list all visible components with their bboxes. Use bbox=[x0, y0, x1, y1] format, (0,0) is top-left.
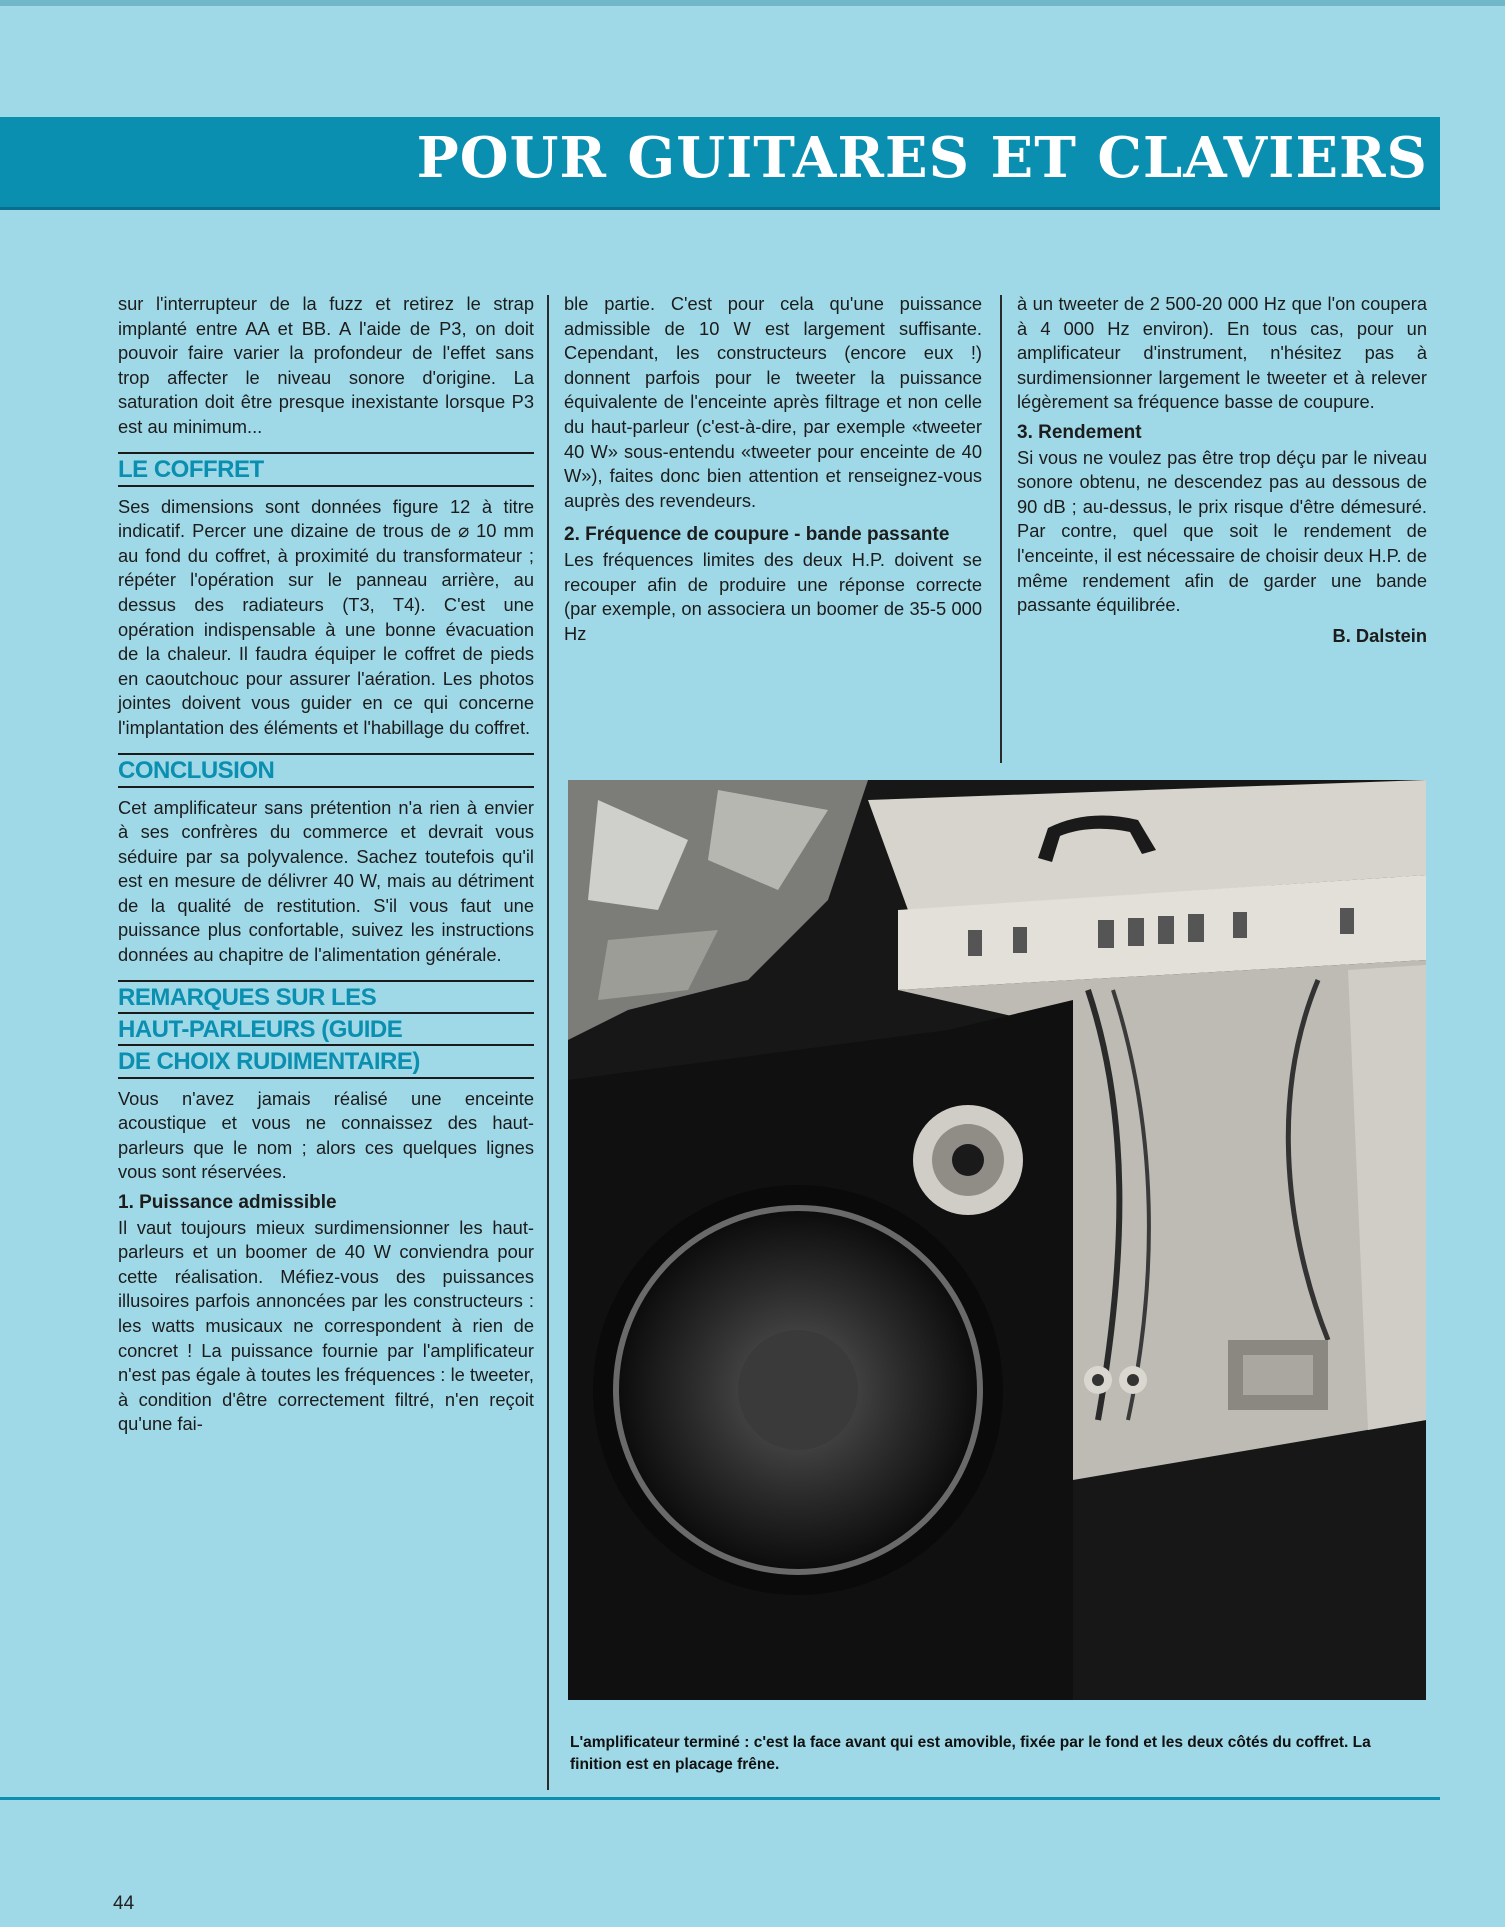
top-rule bbox=[0, 0, 1505, 6]
heading-line: CONCLUSION bbox=[118, 753, 534, 788]
page-number: 44 bbox=[113, 1893, 135, 1914]
section-heading-coffret bbox=[118, 452, 534, 487]
column-divider bbox=[547, 295, 549, 1790]
coffret-paragraph: Ses dimensions sont données figure 12 à titre indicatif. Percer une dizaine de trous de ⌀ 10 mm au fond du coffret, à proximité du transformateur ; répéter l'opération sur le panneau arrière, au dessus des radiateurs (T3, T4). C'est une opération indispensable à une bonne évacuation de la chaleur. Il faudra équiper le coffret de pieds en caoutchouc pour assurer l'aération. Les photos jointes doivent vous guider en ce qui concerne l'implantation des éléments et l'habillage du coffret. bbox=[118, 495, 534, 738]
section-heading-conclusion bbox=[118, 753, 534, 788]
heading-line: HAUT-PARLEURS (GUIDE bbox=[118, 1012, 534, 1044]
intro-paragraph: sur l'interrupteur de la fuzz et retirez le strap implanté entre AA et BB. A l'aide de P3, on doit pouvoir faire varier la profondeur de l'effet sans trop affecter le niveau sonore d'origine. La saturation doit être presque inexistante lorsque P3 est au minimum... bbox=[118, 293, 534, 437]
column2-paragraph-a: ble partie. C'est pour cela qu'une puissance admissible de 10 W est largement suffisante. Cependant, les constructeurs (encore eux !) donnent parfois pour le tweeter la puissance équivalente de l'enceinte après filtrage et non celle du haut-parleur (c'est-à-dire, par exemple «tweeter 40 W» sous-entendu «tweeter pour enceinte de 40 W»), faites donc bien attention et renseignez-vous auprès des revendeurs. bbox=[564, 293, 982, 511]
remarques-paragraph: Vous n'avez jamais réalisé une enceinte acoustique et vous ne connaissez des haut-parleurs que le nom ; alors ces quelques lignes vous sont réservées. bbox=[118, 1087, 534, 1183]
bottom-rule bbox=[0, 1797, 1440, 1800]
column-2 bbox=[564, 292, 982, 646]
subheading-frequence: 2. Fréquence de coupure - bande passante bbox=[564, 524, 950, 546]
column3-paragraph-b: Si vous ne voulez pas être trop déçu par le niveau sonore obtenu, ne descendez pas au dessous de 90 dB ; au-dessus, le prix risque d'être démesuré. Par contre, quel que soit le rendement de l'enceinte, il est nécessaire de choisir deux H.P. de même rendement afin de garder une bande passante équilibrée. bbox=[1017, 446, 1427, 616]
photo-caption: L'amplificateur terminé : c'est la face avant qui est amovible, fixée par le fond et les deux côtés du coffret. La finition est en placage frêne. bbox=[570, 1734, 1371, 1773]
transformer-core bbox=[1243, 1355, 1313, 1395]
amplifier-photo-illustration bbox=[568, 780, 1426, 1700]
column-divider bbox=[1000, 295, 1002, 763]
tweeter-dome bbox=[952, 1144, 984, 1176]
heading-line: DE CHOIX RUDIMENTAIRE) bbox=[118, 1044, 534, 1079]
amplifier-photo bbox=[568, 780, 1426, 1700]
subheading-puissance: 1. Puissance admissible bbox=[118, 1192, 337, 1214]
puissance-paragraph: Il vaut toujours mieux surdimensionner les haut-parleurs et un boomer de 40 W conviendra pour cette réalisation. Méfiez-vous des puissances illusoires parfois annoncées par les constructeurs : les watts musicaux ne correspondent à rien de concret ! La puissance fournie par l'amplificateur n'est pas égale à toutes les fréquences : le tweeter, à condition d'être correctement filtré, n'en reçoit qu'une fai- bbox=[118, 1216, 534, 1435]
heading-line: REMARQUES SUR LES bbox=[118, 980, 534, 1012]
column-1 bbox=[118, 292, 534, 1437]
page-title: POUR GUITARES ET CLAVIERS bbox=[416, 125, 1428, 191]
author-signature: B. Dalstein bbox=[1332, 624, 1427, 646]
column-3 bbox=[1017, 292, 1427, 648]
heading-line: LE COFFRET bbox=[118, 452, 534, 487]
subheading-rendement: 3. Rendement bbox=[1017, 421, 1142, 443]
title-band bbox=[0, 117, 1440, 210]
column2-paragraph-b: Les fréquences limites des deux H.P. doivent se recouper afin de produire une réponse correcte (par exemple, on associera un boomer de 35-5 000 Hz bbox=[564, 548, 982, 644]
conclusion-paragraph: Cet amplificateur sans prétention n'a rien à envier à ses confrères du commerce et devrait vous séduire par sa polyvalence. Sachez toutefois qu'il est en mesure de délivrer 40 W, mais au détriment de la qualité de restitution. S'il vous faut une puissance plus confortable, suivez les instructions données au chapitre de l'alimentation générale. bbox=[118, 796, 534, 966]
woofer-dustcap bbox=[738, 1330, 858, 1450]
section-heading-remarques bbox=[118, 980, 534, 1079]
column3-paragraph-a: à un tweeter de 2 500-20 000 Hz que l'on coupera à 4 000 Hz environ). En tous cas, pour un amplificateur d'instrument, n'hésitez pas à surdimensionner largement le tweeter et à relever légèrement sa fréquence basse de coupure. bbox=[1017, 293, 1427, 413]
